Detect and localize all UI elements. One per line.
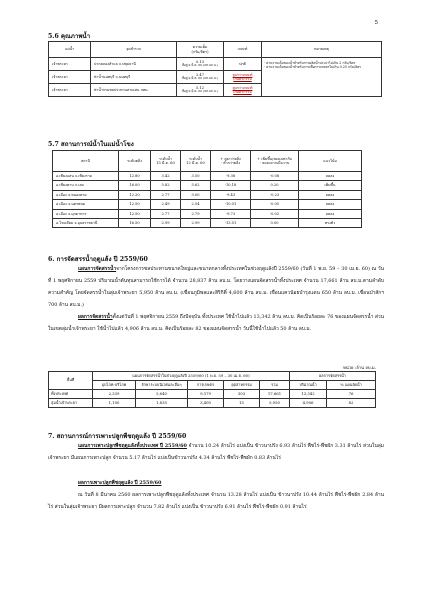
value-cell: 3.42	[151, 172, 181, 181]
value-cell: -0.08	[251, 172, 299, 181]
value-cell: 15	[224, 399, 260, 408]
value-cell: 2.99	[181, 218, 211, 227]
salinity-date: ที่อยู่ 9 มี.ค. 60 (08.00 น.)	[182, 89, 218, 94]
value-cell: 12.50	[119, 209, 151, 218]
allocation-plan-paragraph	[48, 264, 384, 312]
value-cell: -9.38	[211, 172, 251, 181]
allocation-table	[48, 371, 376, 408]
point-cell: ท่าน้ำนนทบุรี จ.นนทบุรี	[91, 71, 177, 84]
allocation-result-label: ผลการจัดสรรน้ำ	[78, 314, 113, 320]
value-cell: 1,835	[136, 399, 188, 408]
mekong-header: + สูงกว่าตลิ่ง - ต่ำกว่าตลิ่ง	[211, 151, 251, 172]
point-cell: ปากคลองสำแล จ.ปทุมธานี	[91, 58, 177, 71]
mekong-header: ระดับตลิ่ง	[119, 151, 151, 172]
value-cell: 4,906	[290, 399, 327, 408]
value-cell: 16.00	[119, 181, 151, 190]
mekong-table	[52, 150, 362, 228]
table-row	[53, 209, 362, 218]
value-cell: 76	[327, 390, 376, 399]
mekong-header: + เพิ่มขึ้น/ลดลงเท่ากับ - ลดลงจากเมื่อวาน	[251, 151, 299, 172]
value-cell: -10.01	[211, 200, 251, 209]
section-5-6-heading: 5.6 คุณภาพน้ำ	[48, 33, 91, 40]
table-row	[53, 218, 362, 227]
value-cell: 2.49	[151, 200, 181, 209]
table-row	[53, 181, 362, 190]
sub-header: อุปโภค-บริโภค	[93, 381, 136, 390]
value-cell: -13.51	[211, 218, 251, 227]
station-cell: อ.เมือง จ.มุกดาหาร	[53, 209, 119, 218]
table-row	[53, 200, 362, 209]
value-cell: -10.18	[211, 181, 251, 190]
table-row	[49, 399, 376, 408]
sub-header: อุตสาหกรรม	[224, 381, 260, 390]
value-cell: ลดลง	[299, 190, 362, 199]
mekong-header: แนวโน้ม	[299, 151, 362, 172]
value-cell: -9.43	[211, 190, 251, 199]
value-cell: -0.05	[251, 200, 299, 209]
table-row	[53, 172, 362, 181]
value-cell: 16.50	[119, 218, 151, 227]
quality-header: จุดสำรวจ	[91, 42, 177, 58]
station-cell: อ.เมือง จ.หนองคาย	[53, 190, 119, 199]
allocation-result-paragraph	[48, 312, 384, 336]
mekong-header: ระดับน้ำ 12 มี.ค. 60	[181, 151, 211, 172]
river-cell: เจ้าพระยา	[49, 84, 91, 97]
section-5-7-heading: 5.7 สถานการณ์น้ำในแม่น้ำโขง	[48, 141, 134, 148]
value-cell: 5,950	[260, 399, 290, 408]
value-cell: ทรงตัว	[299, 218, 362, 227]
allocation-plan-label: แผนการจัดสรรน้ำ	[78, 266, 117, 272]
sub-header: รักษาระบบนิเวศและอื่นๆ	[136, 381, 188, 390]
quality-header: เกณฑ์	[224, 42, 262, 58]
crop-plan-label: แผนการเพาะปลูกพืชฤดูแล้งทั้งประเทศ ปี 2559/60	[78, 443, 187, 449]
salinity-value: 2.47	[195, 72, 204, 77]
station-cell: อ.เชียงคาน จ.เลย	[53, 181, 119, 190]
value-cell: 12.20	[119, 190, 151, 199]
station-cell: อ.โขงเจียม จ.อุบลราชธานี	[53, 218, 119, 227]
value-cell: 1,100	[93, 399, 136, 408]
criteria-cell: ปกติ	[224, 58, 262, 71]
value-cell: 2.77	[151, 209, 181, 218]
criteria-cell: สูงกว่าเกณฑ์ เกษตรกรรม	[224, 71, 262, 84]
value-cell: 9,379	[188, 390, 224, 399]
plan-header: แผนการจัดสรรน้ำในช่วงฤดูแล้งปี 2559/60 (1 พ.ย. 59 – 30 เม.ย. 60)	[93, 372, 290, 381]
value-cell: 17,661	[260, 390, 290, 399]
salinity-date: ที่อยู่ 9 มี.ค. 60 (08.00 น.)	[182, 76, 218, 81]
area-cell: ลุ่มน้ำเจ้าพระยา	[49, 399, 93, 408]
value-cell: เพิ่มขึ้น	[299, 181, 362, 190]
value-cell: 5.62	[181, 181, 211, 190]
sub-header: การเกษตร	[188, 381, 224, 390]
sub-header: รวม	[260, 381, 290, 390]
crop-result-paragraph: ณ วันที่ 8 มีนาคม 2560 ผลการเพาะปลูกพืชฤดูแล้งทั้งประเทศ จำนวน 13.28 ล้านไร่ แบ่งเป็น ข้าวนาปรัง 10.44 ล้านไร่ พืชไร่-พืชผัก 2.84 ล้านไร่ ส่วนในลุ่มเจ้าพระยา มีผลการเพาะปลูก จำนวน 7.82 ล้านไร่ แบ่งเป็น ข้าวนาปรัง 6.91 ล้านไร่ พืชไร่-พืชผัก 0.91 ล้านไร่	[48, 492, 384, 510]
salinity-date: ที่อยู่ 9 มี.ค. 60 (08.00 น.)	[182, 63, 218, 68]
sub-header: % แผนจัดน้ำ	[327, 381, 376, 390]
quality-header: แม่น้ำ	[49, 42, 91, 58]
value-cell: ลดลง	[299, 172, 362, 181]
table-row	[49, 58, 382, 71]
table-row	[49, 390, 376, 399]
value-cell: -0.23	[251, 190, 299, 199]
crop-result-label-line	[48, 478, 384, 490]
area-header: พื้นที่	[49, 372, 93, 390]
crop-result-label: ผลการเพาะปลูกพืชฤดูแล้ง ปี 2559/60	[78, 480, 162, 486]
value-cell: 5.82	[151, 181, 181, 190]
section-6-heading: 6. การจัดสรรน้ำฤดูแล้ง ปี 2559/60	[48, 256, 148, 263]
salinity-value: 0.13	[195, 59, 204, 64]
salinity-value: 5.12	[195, 85, 204, 90]
crop-plan-paragraph	[48, 441, 384, 465]
value-cell: ลดลง	[299, 200, 362, 209]
value-cell: 12.80	[119, 172, 151, 181]
value-cell: 13,342	[290, 390, 327, 399]
remark-cell: - ค่าความเค็มของน้ำสำหรับการผลิตน้ำประปาไม่เกิน 2 กรัม/ลิตร - ค่าความเค็มของน้ำสำหรับการเพื่อการเกษตรไม่เกิน 0.25 กรัม/ลิตร	[262, 58, 382, 97]
allocation-result-text: ตั้งแต่วันที่ 1 พฤศจิกายน 2559 ถึงปัจจุบัน ทั้งประเทศ ใช้น้ำไปแล้ว 13,342 ล้าน ลบ.ม. คิดเป็นร้อยละ 76 ของแผนจัดสรรน้ำ ส่วนในเขตลุ่มน้ำเจ้าพระยา ใช้น้ำไปแล้ว 4,906 ล้าน ลบ.ม. คิดเป็นร้อยละ 82 ของแผนจัดสรรน้ำ วันนี้ใช้น้ำไปแล้ว 50 ล้าน ลบ.ม.	[48, 314, 384, 332]
river-cell: เจ้าพระยา	[49, 58, 91, 71]
value-cell: 2.99	[151, 218, 181, 227]
value-cell: ลดลง	[299, 209, 362, 218]
value-cell: 2.77	[151, 190, 181, 199]
allocation-plan-text: จากโครงการชลประทานขนาดใหญ่และขนาดกลางทั้งประเทศในช่วงฤดูแล้งปี 2559/60 (วันที่ 1 พ.ย. 59 – 30 เม.ย. 60) ณ วันที่ 1 พฤศจิกายน 2559 ปริมาณน้ำต้นทุนสามารถใช้การได้ จำนวน 28,837 ล้าน ลบ.ม. โดยวางแผนจัดสรรน้ำทั้งประเทศ จำนวน 17,661 ล้าน ลบ.ม.ตามลำดับความสำคัญ โดยจัดสรรน้ำในลุ่มเจ้าพระยา 5,950 ล้าน ลบ.ม. (เขื่อนภูมิพลและสิริกิติ์ 4,600 ล้าน ลบ.ม. เขื่อนแควน้อยบำรุงแดน 650 ล้าน ลบ.ม. เขื่อนป่าสักฯ 700 ล้าน ลบ.ม.)	[48, 266, 384, 308]
area-cell: ทั้งประเทศ	[49, 390, 93, 399]
salinity-cell	[177, 58, 224, 71]
value-cell: -0.02	[251, 209, 299, 218]
value-cell: 3.00	[181, 190, 211, 199]
value-cell: 2.79	[181, 209, 211, 218]
value-cell: -9.73	[211, 209, 251, 218]
crop-plan-text: จำนวน 10.24 ล้านไร่ แบ่งเป็น ข้าวนาปรัง 6.93 ล้านไร่ พืชไร่-พืชผัก 3.31 ล้านไร่ ส่วนในลุ่มเจ้าพระยา มีแผนการเพาะปลูก จำนวน 5.17 ล้านไร่ แบ่งเป็นข้าวนาปรัง 4.34 ล้านไร่ พืชไร่-พืชผัก 0.83 ล้านไร่	[48, 443, 385, 461]
section-7-heading: 7. สถานการณ์การเพาะปลูกพืชฤดูแล้ง ปี 2559/60	[48, 433, 187, 440]
value-cell: 0.00	[251, 218, 299, 227]
river-cell: เจ้าพระยา	[49, 71, 91, 84]
station-cell: อ.เมือง จ.นครพนม	[53, 200, 119, 209]
mekong-header: ระดับน้ำ 15 มี.ค. 60	[151, 151, 181, 172]
sub-header: ปริมาณน้ำ	[290, 381, 327, 390]
value-cell: 2.54	[181, 200, 211, 209]
value-cell: 5,640	[136, 390, 188, 399]
unit-label: หน่วย :ล้าน ลบ.ม.	[343, 365, 376, 370]
page-number: 5	[374, 20, 378, 26]
station-cell: อ.เชียงแสน จ.เชียงราย	[53, 172, 119, 181]
value-cell: 0.20	[251, 181, 299, 190]
salinity-cell	[177, 71, 224, 84]
quality-header: ความเค็ม (กรัม/ลิตร)	[177, 42, 224, 58]
mekong-header: สถานี	[53, 151, 119, 172]
criteria-cell: สูงกว่าเกณฑ์ เกษตรกรรม	[224, 84, 262, 97]
salinity-cell	[177, 84, 224, 97]
quality-header: หมายเหตุ	[262, 42, 382, 58]
table-row	[53, 190, 362, 199]
value-cell: 12.50	[119, 200, 151, 209]
result-header: ผลการจัดสรรน้ำ	[290, 372, 376, 381]
water-quality-table	[48, 41, 382, 97]
value-cell: 303	[224, 390, 260, 399]
value-cell: 82	[327, 399, 376, 408]
value-cell: 3,400	[188, 399, 224, 408]
point-cell: ท่าน้ำกรมชลประทานสามเสน กทม.	[91, 84, 177, 97]
value-cell: 3.50	[181, 172, 211, 181]
value-cell: 2,339	[93, 390, 136, 399]
